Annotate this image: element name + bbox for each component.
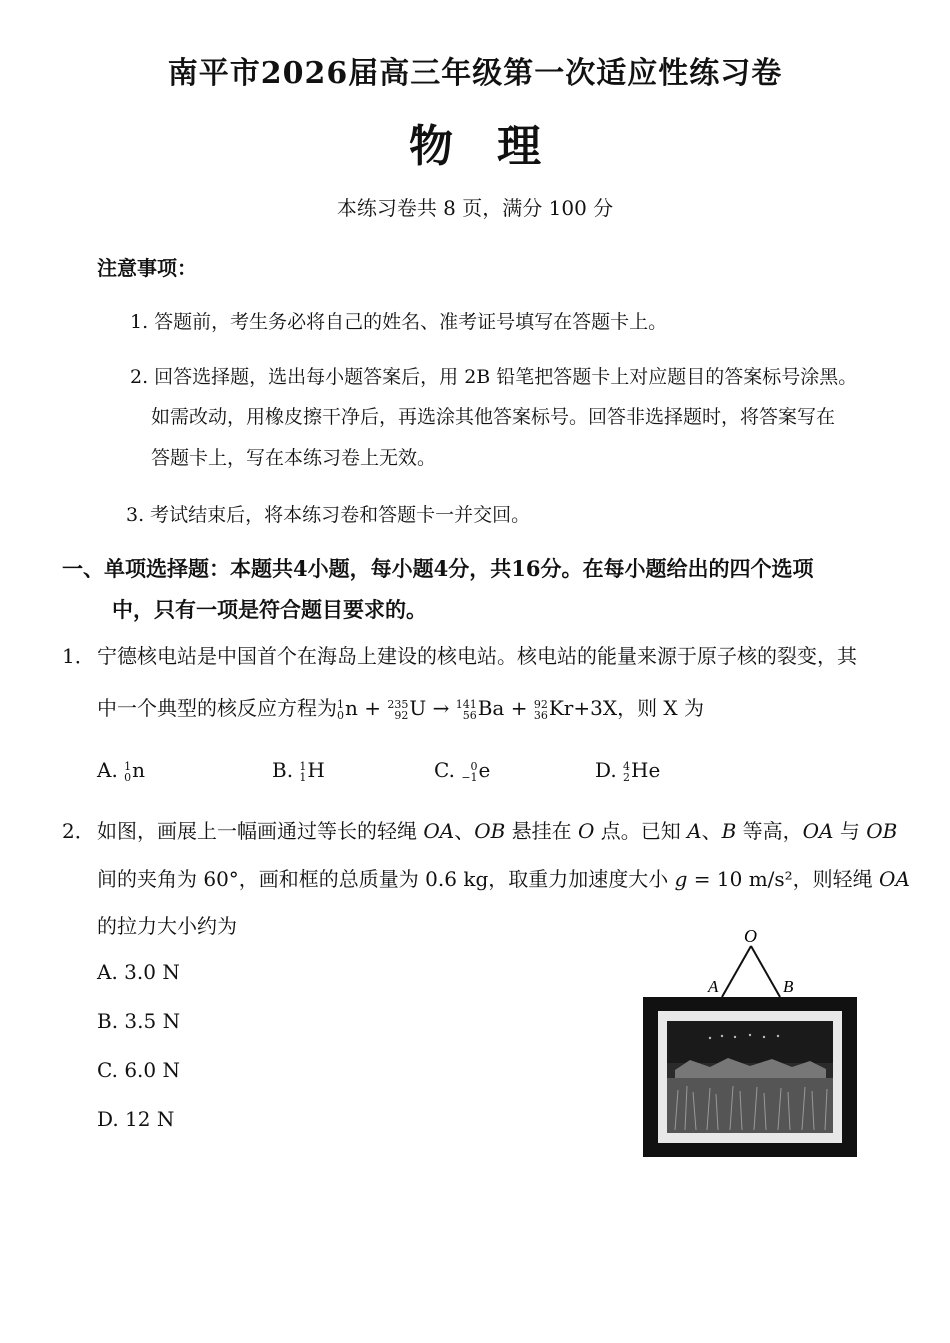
q1-line-1: 宁德核电站是中国首个在海岛上建设的核电站。核电站的能量来源于原子核的裂变，其 <box>97 644 857 668</box>
painting-diagram <box>640 920 865 1165</box>
notice-heading: 注意事项： <box>97 256 197 280</box>
q1-number: 1． <box>62 644 95 668</box>
rope-oa <box>722 946 751 997</box>
notice-item-2-line-3: 答题卡上，写在本练习卷上无效。 <box>151 447 437 469</box>
label-a: A <box>708 977 719 996</box>
painting-sky <box>667 1021 833 1063</box>
nuclide-barium: 141 56 <box>455 697 477 722</box>
subject-title: 物 理 <box>409 121 541 172</box>
q2-option-c[interactable]: C. 6.0 N <box>97 1058 180 1082</box>
nuclide-uranium: 235 92 <box>387 697 409 722</box>
page-title: 南平市2026届高三年级第一次适应性练习卷 <box>167 56 783 91</box>
q2-line-1: 如图，画展上一幅画通过等长的轻绳 OA、OB 悬挂在 O 点。已知 A、B 等高，OA 与 OB <box>97 819 898 843</box>
q2-option-a[interactable]: A. 3.0 N <box>97 960 180 984</box>
q2-option-b[interactable]: B. 3.5 N <box>97 1009 181 1033</box>
hanging-painting-figure <box>640 920 865 1165</box>
q1-option-b[interactable]: B. 1 1 H <box>272 758 325 784</box>
q1-line-2: 中一个典型的核反应方程为 1 0 n + 235 92 U → 141 56 Ba + 92 36 Kr+3X，则 X 为 <box>97 696 705 722</box>
notice-item-2-line-2: 如需改动，用橡皮擦干净后，再选涂其他答案标号。回答非选择题时，将答案写在 <box>151 406 836 428</box>
q2-option-d[interactable]: D. 12 N <box>97 1107 175 1131</box>
nuclide-neutron: 1 0 <box>337 697 344 722</box>
section-1-heading-cont: 中，只有一项是符合题目要求的。 <box>112 597 427 622</box>
label-b: B <box>783 977 794 996</box>
paper-info: 本练习卷共 8 页，满分 100 分 <box>336 196 614 220</box>
q1-option-d[interactable]: D. 4 2 He <box>595 758 661 784</box>
q2-line-3: 的拉力大小约为 <box>97 914 237 938</box>
painting-field <box>667 1078 833 1133</box>
notice-item-2-line-1: 2. 回答选择题，选出每小题答案后，用 2B 铅笔把答题卡上对应题目的答案标号涂黑。 <box>130 366 858 388</box>
q2-line-2: 间的夹角为 60°，画和框的总质量为 0.6 kg，取重力加速度大小 g = 10 m/s²，则轻绳 OA <box>97 867 910 891</box>
notice-item-1: 1. 答题前，考生务必将自己的姓名、准考证号填写在答题卡上。 <box>130 311 668 333</box>
notice-item-3: 3. 考试结束后，将本练习卷和答题卡一并交回。 <box>126 504 531 526</box>
rope-ob <box>751 946 780 997</box>
label-o: O <box>744 926 757 946</box>
section-1-heading: 一、单项选择题：本题共4小题，每小题4分，共16分。在每小题给出的四个选项 <box>62 556 814 581</box>
q1-option-c[interactable]: C. 0 −1 e <box>434 758 491 784</box>
arrow-icon: → <box>432 696 450 720</box>
q1-line-2-prefix: 中一个典型的核反应方程为 <box>97 696 337 720</box>
q2-number: 2． <box>62 819 95 843</box>
nuclide-krypton: 92 36 <box>533 697 548 722</box>
q1-option-a[interactable]: A. 1 0 n <box>97 758 146 784</box>
